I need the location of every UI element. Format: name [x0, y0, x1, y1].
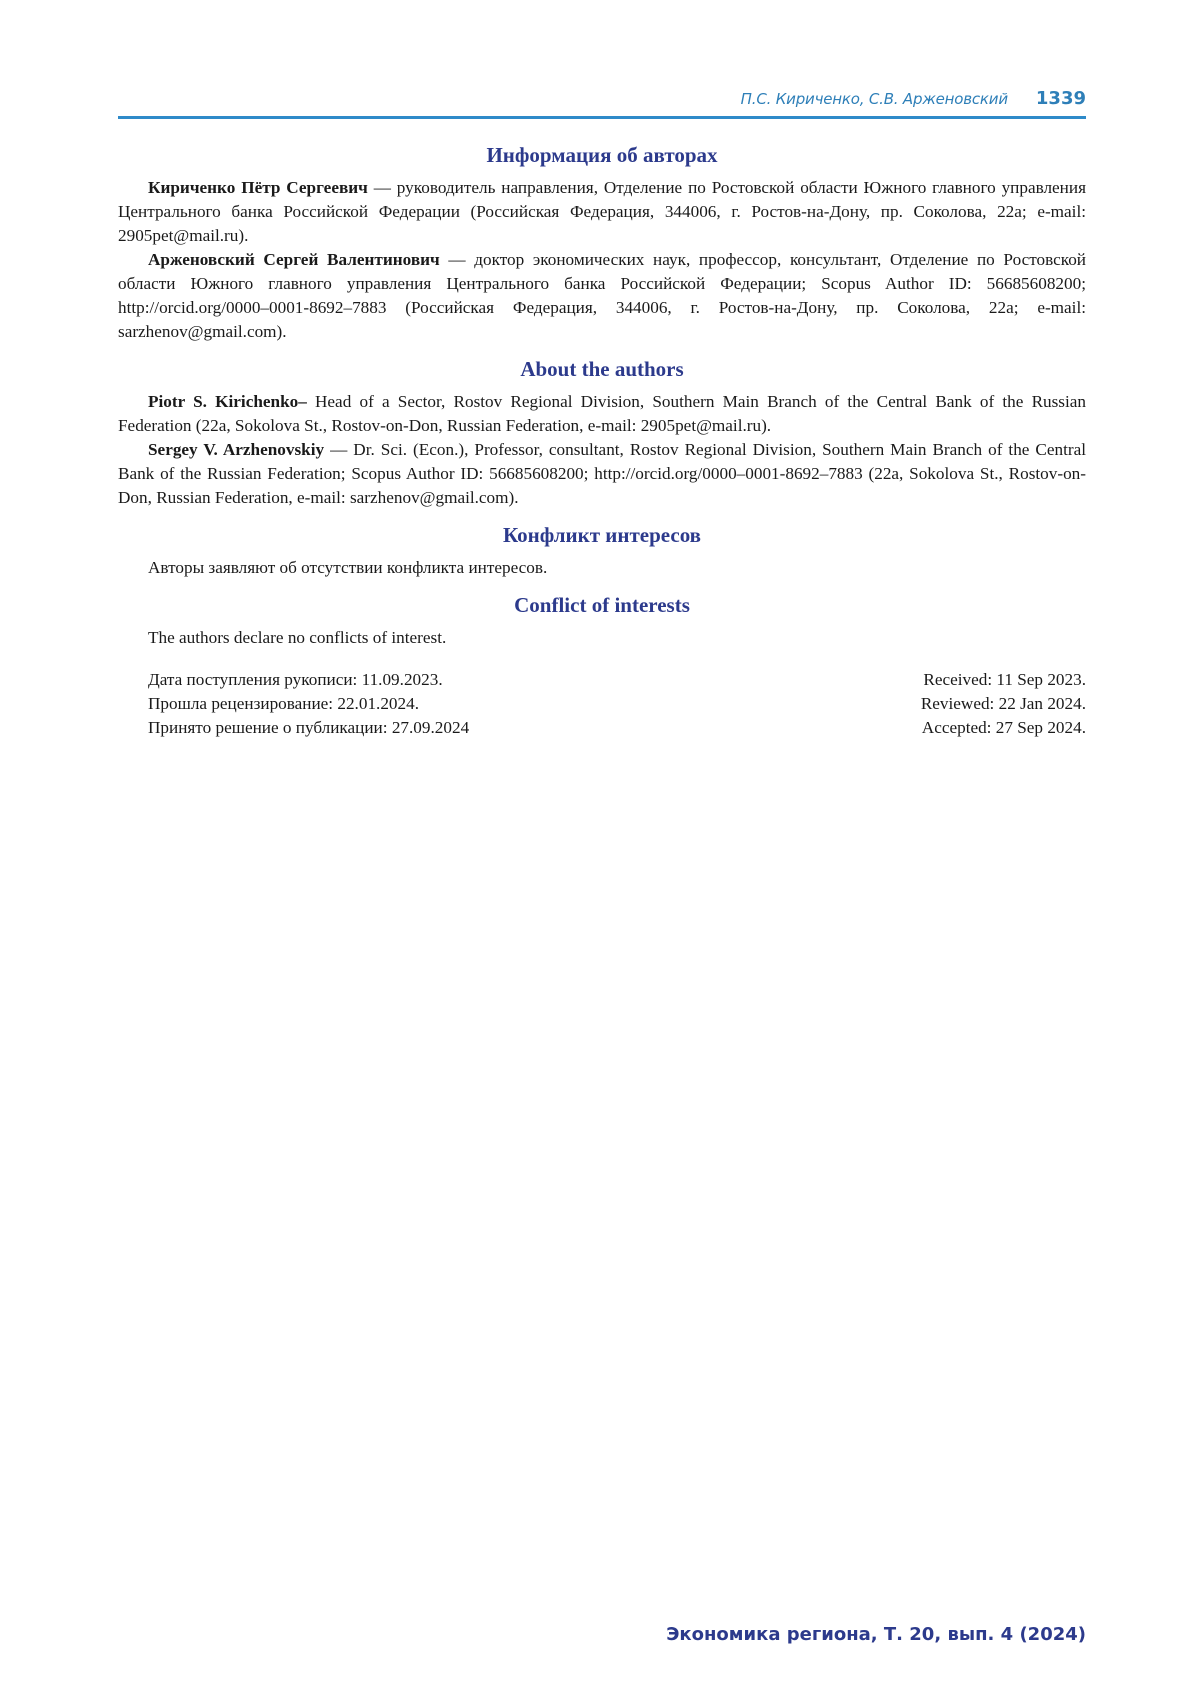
section-heading-authors-ru: Информация об авторах: [486, 143, 718, 167]
author-details: — доктор экономических наук, профессор, консультант, Отделение по Ростовской области Южного главного управления Центрального банка Российской Федерации; Scopus Author ID: 56685608200; http://orcid.org/0000–0001-8692–7883 (Российская Федерация, 344006, г. Ростов-на-Дону, пр. Соколова, 22а; e-mail: sarzhenov@gmail.com).: [118, 250, 1087, 341]
running-header: [118, 88, 1086, 118]
section-heading-authors-en: About the authors: [520, 357, 684, 381]
author-name: Sergey V. Arzhenovskiy: [148, 440, 325, 459]
author-entry-kirichenko-en: [118, 390, 1086, 438]
author-name: Кириченко Пётр Сергеевич: [148, 178, 368, 197]
main-content: [118, 140, 1086, 740]
date-reviewed-en: Reviewed: 22 Jan 2024.: [920, 694, 1086, 713]
header-divider: [118, 116, 1086, 119]
conflict-statement-ru: Авторы заявляют об отсутствии конфликта интересов.: [148, 558, 548, 577]
author-entry-arzhenovskiy-en: [118, 438, 1086, 510]
date-accepted-ru: Принято решение о публикации: 27.09.2024: [148, 718, 470, 737]
page-number: 1339: [1035, 88, 1086, 109]
author-name: Piotr S. Kirichenko–: [148, 392, 307, 411]
conflict-ru: [118, 520, 1086, 580]
date-received-en: Received: 11 Sep 2023.: [923, 670, 1086, 689]
dates-en: [921, 668, 1086, 740]
date-reviewed-ru: Прошла рецензирование: 22.01.2024.: [148, 694, 420, 713]
section-heading-conflict-en: Conflict of interests: [514, 593, 690, 617]
conflict-en: [118, 590, 1086, 650]
authors-info-ru: [118, 140, 1086, 344]
section-heading-conflict-ru: Конфликт интересов: [502, 523, 702, 547]
date-accepted-en: Accepted: 27 Sep 2024.: [921, 718, 1086, 737]
authors-info-en: [118, 354, 1086, 510]
header-authors: П.С. Кириченко, С.В. Арженовский: [740, 90, 1008, 108]
date-received-ru: Дата поступления рукописи: 11.09.2023.: [148, 670, 443, 689]
manuscript-dates: [118, 668, 1086, 740]
author-details: — Dr. Sci. (Econ.), Professor, consultant, Rostov Regional Division, Southern Main Branch of the Central Bank of the Russian Federation; Scopus Author ID: 56685608200; http://orcid.org/0000–0001-8692–7883 (22a, Sokolova St., Rostov-on-Don, Russian Federation, e-mail: sarzhenov@gmail.com).: [118, 440, 1086, 507]
author-name: Арженовский Сергей Валентинович: [148, 250, 440, 269]
author-entry-kirichenko-ru: [118, 176, 1086, 248]
author-entry-arzhenovskiy-ru: [118, 248, 1086, 344]
conflict-statement-en: The authors declare no conflicts of interest.: [148, 628, 447, 647]
author-details: — руководитель направления, Отделение по Ростовской области Южного главного управления Центрального банка Российской Федерации (Российская Федерация, 344006, г. Ростов-на-Дону, пр. Соколова, 22а; e-mail: 2905pet@mail.ru).: [118, 178, 1086, 245]
dates-ru: [118, 668, 469, 740]
journal-footer: Экономика региона, Т. 20, вып. 4 (2024): [666, 1624, 1086, 1645]
author-details: Head of a Sector, Rostov Regional Division, Southern Main Branch of the Central Bank of the Russian Federation (22a, Sokolova St., Rostov-on-Don, Russian Federation, e-mail: 2905pet@mail.ru).: [118, 392, 1086, 435]
